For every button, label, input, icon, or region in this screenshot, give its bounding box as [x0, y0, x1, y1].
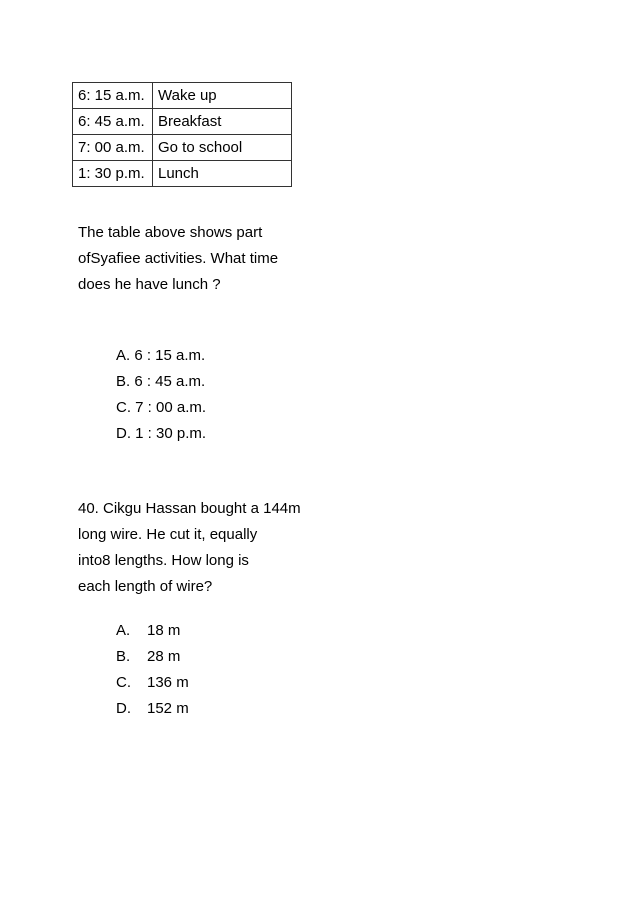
table-row — [73, 83, 292, 109]
question-2-text — [78, 496, 318, 600]
option-a — [116, 618, 189, 644]
time-cell: 1: 30 p.m. — [73, 161, 153, 187]
time-cell: 7: 00 a.m. — [73, 135, 153, 161]
question-line: long wire. He cut it, equally — [78, 526, 258, 543]
question-2-options — [116, 618, 189, 722]
option-d: D. 1 : 30 p.m. — [116, 425, 207, 442]
question-line: does he have lunch ? — [78, 276, 221, 293]
option-text: 136 m — [147, 674, 189, 691]
question-line: The table above shows part — [78, 224, 263, 241]
option-d — [116, 696, 189, 722]
question-line: 40. Cikgu Hassan bought a 144m — [78, 500, 301, 517]
question-line: ofSyafiee activities. What time — [78, 250, 279, 267]
question-line: each length of wire? — [78, 578, 213, 595]
option-letter: C. — [116, 674, 131, 691]
question-1-options — [116, 343, 206, 447]
table-row — [73, 109, 292, 135]
activity-cell: Breakfast — [153, 109, 292, 135]
question-1-text — [78, 220, 300, 298]
option-text: 28 m — [147, 648, 181, 665]
option-b — [116, 644, 189, 670]
table-row — [73, 135, 292, 161]
activity-cell: Go to school — [153, 135, 292, 161]
option-c — [116, 670, 189, 696]
table-row — [73, 161, 292, 187]
time-cell: 6: 15 a.m. — [73, 83, 153, 109]
option-text: 18 m — [147, 622, 181, 639]
option-b: B. 6 : 45 a.m. — [116, 373, 206, 390]
option-letter: D. — [116, 700, 131, 717]
time-cell: 6: 45 a.m. — [73, 109, 153, 135]
activity-cell: Wake up — [153, 83, 292, 109]
activity-cell: Lunch — [153, 161, 292, 187]
option-text: 152 m — [147, 700, 189, 717]
question-line: into8 lengths. How long is — [78, 552, 249, 569]
option-letter: A. — [116, 622, 131, 639]
option-letter: B. — [116, 648, 131, 665]
option-c: C. 7 : 00 a.m. — [116, 399, 207, 416]
option-a: A. 6 : 15 a.m. — [116, 347, 206, 364]
schedule-table — [72, 82, 292, 187]
